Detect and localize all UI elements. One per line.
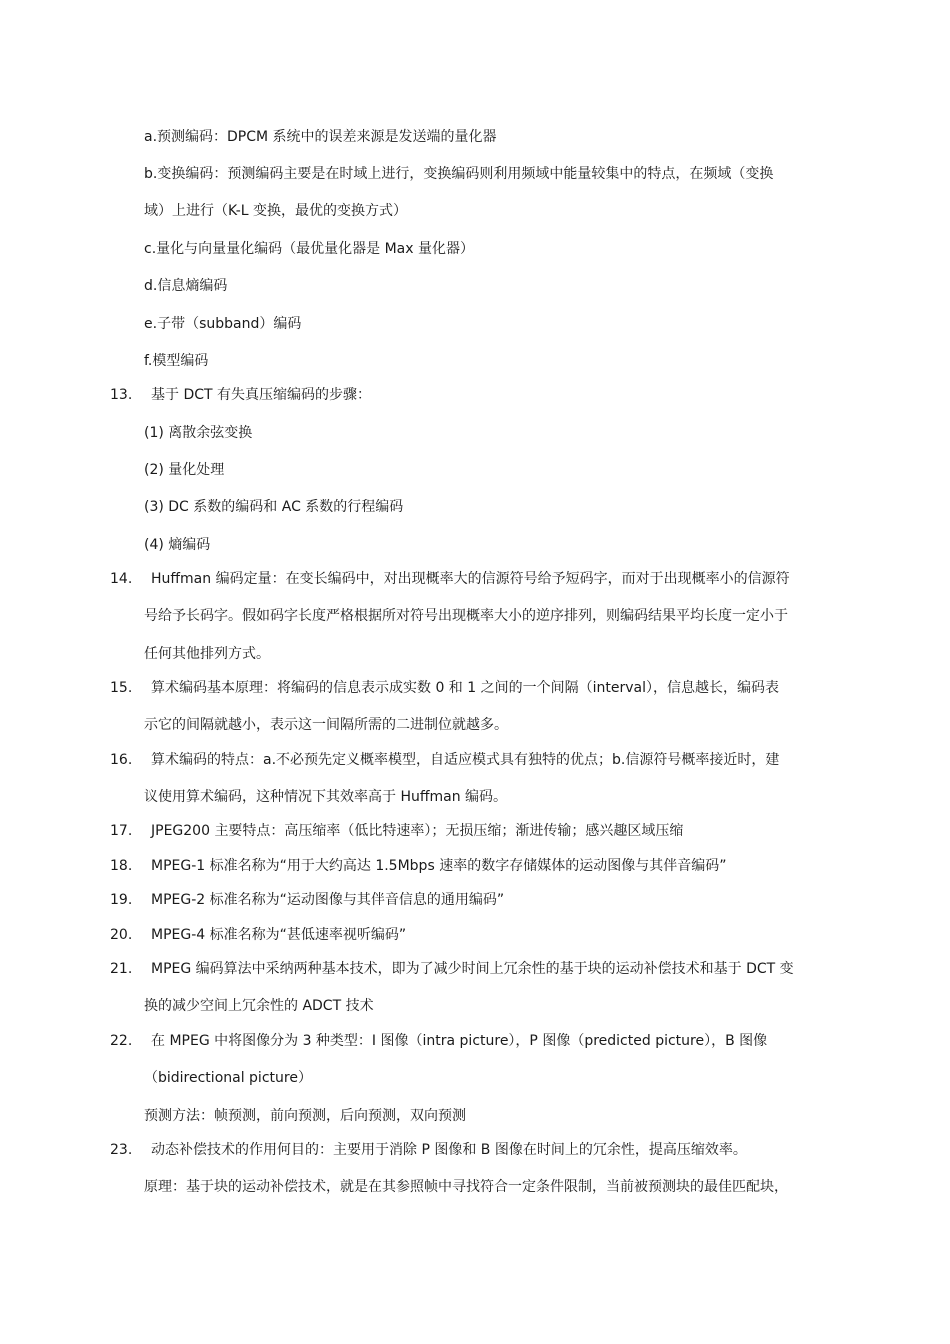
text-line: (2) 量化处理 — [144, 462, 225, 478]
list-item-text: MPEG-4 标准名称为“甚低速率视听编码” — [151, 927, 407, 943]
list-item-text: MPEG 编码算法中采纳两种基本技术，即为了减少时间上冗余性的基于块的运动补偿技术和基于 DCT 变 — [151, 961, 794, 977]
list-number: 15. — [110, 680, 133, 696]
text-line: c.量化与向量量化编码（最优量化器是 Max 量化器） — [144, 241, 474, 257]
text-line: 原理：基于块的运动补偿技术，就是在其参照帧中寻找符合一定条件限制，当前被预测块的最佳匹配块， — [144, 1179, 788, 1195]
list-number: 19. — [110, 892, 133, 908]
list-item-text: 算术编码基本原理：将编码的信息表示成实数 0 和 1 之间的一个间隔（interval），信息越长，编码表 — [151, 680, 779, 696]
text-line: (3) DC 系数的编码和 AC 系数的行程编码 — [144, 499, 404, 515]
text-line: 议使用算术编码，这种情况下其效率高于 Huffman 编码。 — [144, 789, 508, 805]
list-number: 22. — [110, 1033, 133, 1049]
list-number: 14. — [110, 571, 133, 587]
text-line: 任何其他排列方式。 — [144, 646, 270, 662]
list-item-text: JPEG200 主要特点：高压缩率（低比特速率）；无损压缩；渐进传输；感兴趣区域压缩 — [151, 823, 684, 839]
text-line: 示它的间隔就越小，表示这一间隔所需的二进制位就越多。 — [144, 717, 508, 733]
text-line: e.子带（subband）编码 — [144, 316, 302, 332]
list-item-text: 算术编码的特点：a.不必预先定义概率模型，自适应模式具有独特的优点；b.信源符号概率接近时，建 — [151, 752, 780, 768]
list-number: 13. — [110, 387, 133, 403]
list-item-text: Huffman 编码定量：在变长编码中，对出现概率大的信源符号给予短码字，而对于出现概率小的信源符 — [151, 571, 790, 587]
list-number: 20. — [110, 927, 133, 943]
list-item-text: MPEG-2 标准名称为“运动图像与其伴音信息的通用编码” — [151, 892, 505, 908]
list-number: 18. — [110, 858, 133, 874]
list-number: 17. — [110, 823, 133, 839]
list-item-text: MPEG-1 标准名称为“用于大约高达 1.5Mbps 速率的数字存储媒体的运动图像与其伴音编码” — [151, 858, 727, 874]
text-line: f.模型编码 — [144, 353, 209, 369]
text-line: (4) 熵编码 — [144, 537, 211, 553]
text-line: d.信息熵编码 — [144, 278, 228, 294]
text-line: a.预测编码：DPCM 系统中的误差来源是发送端的量化器 — [144, 129, 497, 145]
text-line: （bidirectional picture） — [144, 1070, 312, 1086]
text-line: 域）上进行（K-L 变换，最优的变换方式） — [144, 203, 408, 219]
text-line: 预测方法：帧预测，前向预测，后向预测，双向预测 — [144, 1108, 466, 1124]
list-number: 23. — [110, 1142, 133, 1158]
list-number: 21. — [110, 961, 133, 977]
text-line: 换的减少空间上冗余性的 ADCT 技术 — [144, 998, 374, 1014]
text-line: b.变换编码：预测编码主要是在时域上进行，变换编码则利用频域中能量较集中的特点，在频域（变换 — [144, 166, 774, 182]
list-item-text: 动态补偿技术的作用何目的：主要用于消除 P 图像和 B 图像在时间上的冗余性，提高压缩效率。 — [151, 1142, 747, 1158]
text-line: (1) 离散余弦变换 — [144, 425, 253, 441]
list-number: 16. — [110, 752, 133, 768]
list-item-text: 在 MPEG 中将图像分为 3 种类型：I 图像（intra picture），P 图像（predicted picture），B 图像 — [151, 1033, 768, 1049]
list-item-text: 基于 DCT 有失真压缩编码的步骤： — [151, 387, 372, 403]
text-line: 号给予长码字。假如码字长度严格根据所对符号出现概率大小的逆序排列，则编码结果平均长度一定小于 — [144, 608, 788, 624]
